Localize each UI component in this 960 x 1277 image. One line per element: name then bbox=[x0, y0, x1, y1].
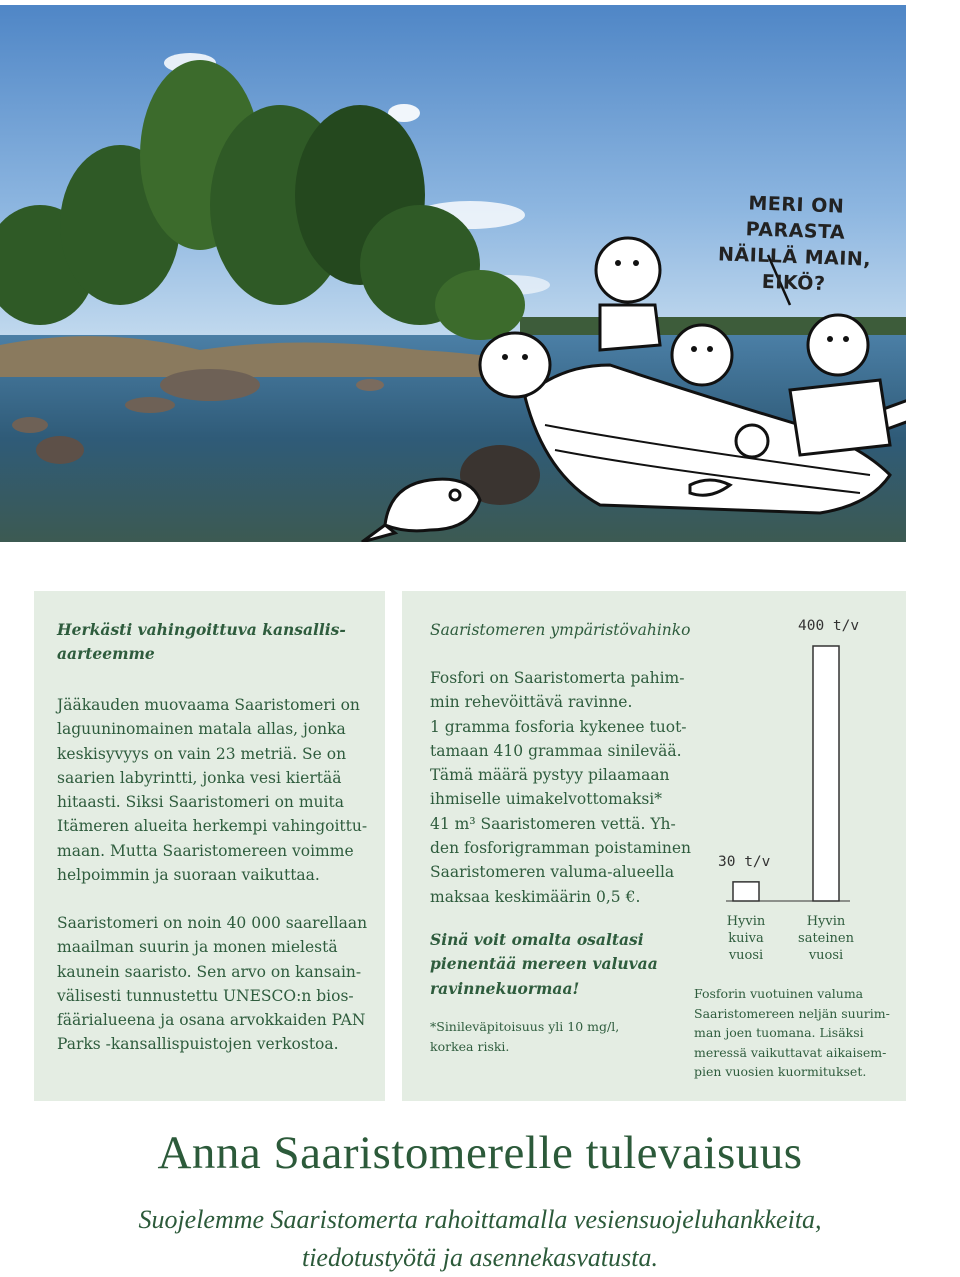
text-line: maksaa keskimäärin 0,5 €. bbox=[430, 887, 641, 906]
speech-bubble bbox=[698, 189, 892, 300]
text-line: ravinnekuormaa! bbox=[430, 978, 580, 998]
chart-value-label: 30 t/v bbox=[718, 853, 771, 870]
text-line: Parks -kansallispuistojen verkostoa. bbox=[57, 1035, 339, 1054]
left-paragraph-1 bbox=[57, 693, 367, 887]
page-title: Anna Saaristomerelle tulevaisuus bbox=[157, 1127, 803, 1179]
text-line: Fosforin vuotuinen valuma bbox=[694, 986, 864, 1001]
text-line: Saaristomeri on noin 40 000 saarellaan bbox=[57, 914, 368, 932]
speech-line: MERI ON PARASTA bbox=[745, 192, 846, 244]
text-line: meressä vaikuttavat aikaisem- bbox=[694, 1044, 887, 1060]
text-line: tamaan 410 grammaa sinilevää. bbox=[430, 741, 682, 760]
text-line: ihmiselle uimakelvottomaksi* bbox=[430, 790, 663, 809]
text-line: hitaasti. Siksi Saaristomeri on muita bbox=[57, 793, 344, 812]
left-paragraph-2 bbox=[57, 911, 367, 1057]
text-line: Itämeren alueita herkempi vahingoittu- bbox=[57, 817, 368, 836]
text-line: saarien labyrintti, jonka vesi kiertää bbox=[57, 768, 342, 787]
text-line: *Sinileväpitoisuus yli 10 mg/l, bbox=[430, 1019, 620, 1034]
text-line: 1 gramma fosforia kykenee tuot- bbox=[430, 717, 687, 736]
text-line: maan. Mutta Saaristomereen voimme bbox=[57, 841, 354, 860]
subtitle-line: tiedotustyötä ja asennekasvatusta. bbox=[301, 1243, 658, 1272]
left-box-heading bbox=[57, 618, 346, 667]
phosphorus-bar-chart bbox=[690, 600, 906, 1000]
chart-value-label: 400 t/v bbox=[798, 618, 860, 634]
subtitle-line: Suojelemme Saaristomerta rahoittamalla vesiensuojeluhankkeita, bbox=[138, 1205, 822, 1234]
text-line: Sinä voit omalta osaltasi bbox=[430, 930, 644, 949]
chart-bar bbox=[813, 646, 839, 901]
text-line: Saaristomereen neljän suurim- bbox=[694, 1005, 890, 1021]
text-line: laguuninomainen matala allas, jonka bbox=[57, 720, 346, 739]
text-line: välisesti tunnustettu UNESCO:n bios- bbox=[57, 986, 354, 1005]
chart-bar bbox=[733, 882, 759, 901]
text-line: kaunein saaristo. Sen arvo on kansain- bbox=[57, 962, 362, 981]
heading-line: aarteemme bbox=[57, 644, 155, 664]
right-paragraph bbox=[430, 666, 691, 909]
speech-line: NÄILLÄ MAIN, EIKÖ? bbox=[717, 243, 872, 296]
text-line: maailman suurin ja monen mielestä bbox=[57, 938, 338, 957]
text-line: pien vuosien kuormitukset. bbox=[694, 1064, 867, 1079]
text-line: Tämä määrä pystyy pilaamaan bbox=[430, 766, 670, 785]
text-line: fäärialueena ja osana arvokkaiden PAN bbox=[57, 1011, 366, 1030]
text-line: helpoimmin ja suoraan vaikuttaa. bbox=[57, 866, 320, 885]
text-line: Fosfori on Saaristomerta pahim- bbox=[430, 669, 685, 687]
text-line: man joen tuomana. Lisäksi bbox=[694, 1025, 864, 1040]
text-line: keskisyvyys on vain 23 metriä. Se on bbox=[57, 744, 347, 763]
heading-line: Herkästi vahingoittuva kansallis- bbox=[57, 620, 346, 639]
footnote bbox=[430, 1017, 619, 1057]
text-line: pienentää mereen valuvaa bbox=[430, 954, 658, 974]
text-line: den fosforigramman poistaminen bbox=[430, 839, 692, 858]
text-line: korkea riski. bbox=[430, 1039, 510, 1054]
text-line: Saaristomeren valuma-alueella bbox=[430, 863, 675, 882]
chart-category-label: Hyvin kuiva vuosi bbox=[726, 914, 766, 963]
text-line: min rehevöittävä ravinne. bbox=[430, 693, 633, 712]
call-to-action bbox=[430, 928, 658, 1001]
text-line: 41 m³ Saaristomeren vettä. Yh- bbox=[430, 814, 676, 833]
page-subtitle bbox=[0, 1201, 960, 1277]
chart-category-label: Hyvin sateinen vuosi bbox=[798, 914, 854, 963]
chart-caption bbox=[694, 984, 890, 1082]
right-box-heading: Saaristomeren ympäristövahinko bbox=[430, 621, 691, 639]
text-line: Jääkauden muovaama Saaristomeri on bbox=[57, 696, 360, 714]
